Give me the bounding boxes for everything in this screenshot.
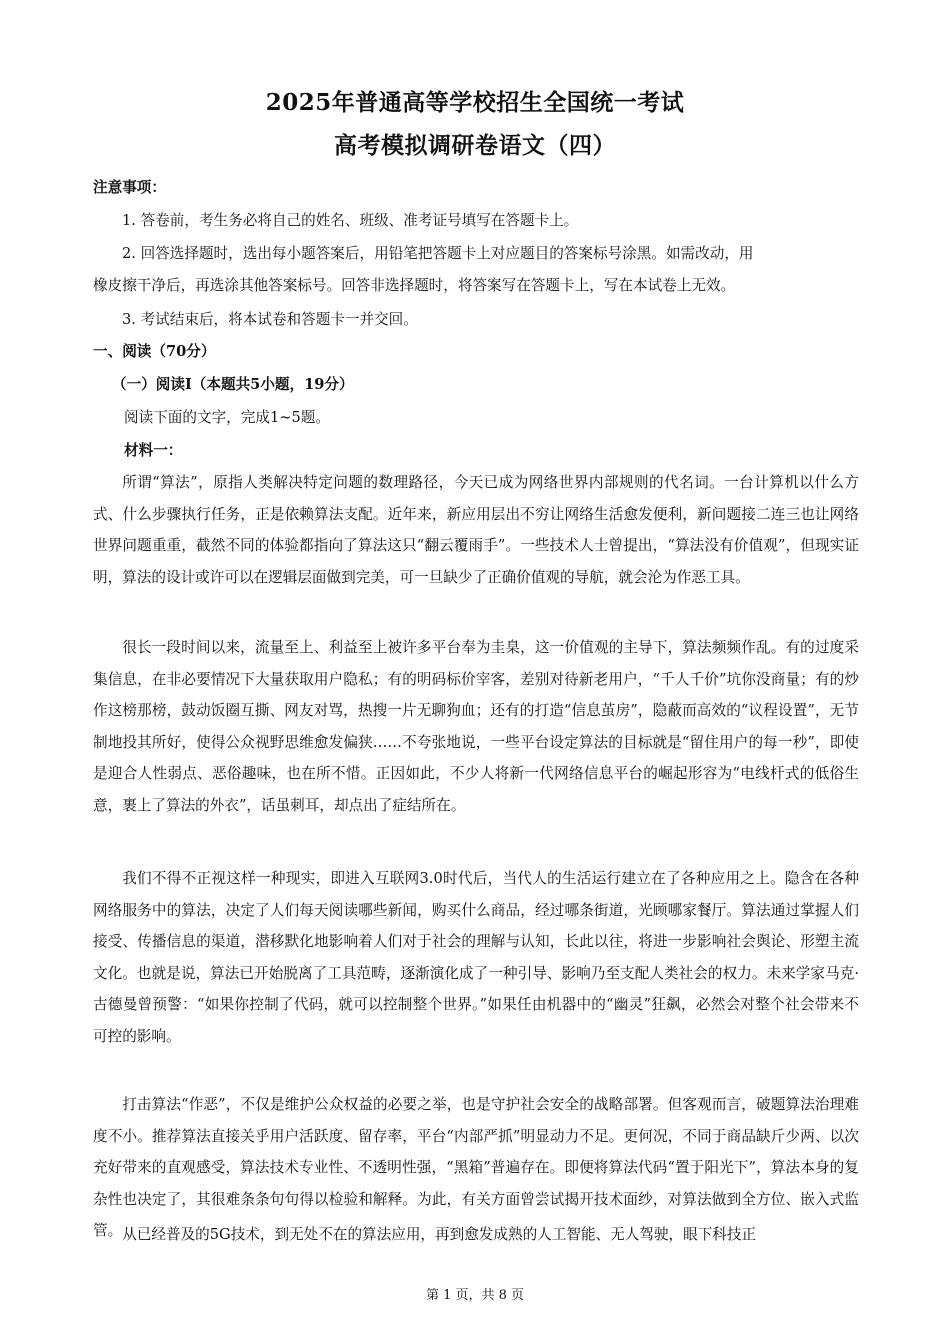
passage-paragraph-2: 很长一段时间以来，流量至上、利益至上被许多平台奉为圭臬，这一价值观的主导下，算法频频作乱。有的过度采集信息，在非必要情况下大量获取用户隐私；有的明码标价宰客，差别对待新老用户，“千人千价”坑你没商量；有的炒作这榜那榜，鼓动饭圈互撕、网友对骂，热搜一片无聊狗血；还有的打造“信息茧房”，隐蔽而高效的“议程设置”，无节制地投其所好，使得公众视野思维愈发偏狭……不夸张地说，一些平台设定算法的目标就是“留住用户的每一秒”，即使是迎合人性弱点、恶俗趣味，也在所不惜。正因如此，不少人将新一代网络信息平台的崛起形容为“电线杆式的低俗生意，裹上了算法的外衣”，话虽刺耳，却点出了症结所在。 <box>93 639 859 814</box>
notice-heading: 注意事项： <box>93 179 166 196</box>
passage-paragraph-4: 打击算法“作恶”，不仅是维护公众权益的必要之举，也是守护社会安全的战略部署。但客观而言，破题算法治理难度不小。推荐算法直接关乎用户活跃度、留存率，平台“内部严抓”明显动力不足。更何况，不同于商品缺斤少两、以次充好带来的直观感受，算法技术专业性、不透明性强，“黑箱”普遍存在。即便将算法代码“置于阳光下”，算法本身的复杂性也决定了，其很难条条句句得以检验和解释。为此，有关方面曾尝试揭开技术面纱，对算法做到全方位、嵌入式监管。 <box>93 1096 859 1239</box>
passage-paragraph-1: 所谓“算法”，原指人类解决特定问题的数理路径，今天已成为网络世界内部规则的代名词。一台计算机以什么方式、什么步骤执行任务，正是依赖算法支配。近年来，新应用层出不穷让网络生活愈发便利，新问题接二连三也让网络世界问题重重，截然不同的体验都指向了算法这只“翻云覆雨手”。一些技术人士曾提出，“算法没有价值观”，但现实证明，算法的设计或许可以在逻辑层面做到完美，可一旦缺少了正确价值观的导航，就会沦为作恶工具。 <box>93 474 859 586</box>
reading-instruction: 阅读下面的文字，完成1~5题。 <box>124 409 330 426</box>
page-number: 第 1 页，共 8 页 <box>425 1288 525 1303</box>
passage-paragraph-5: 从已经普及的5G技术，到无处不在的算法应用，再到愈发成熟的人工智能、无人驾驶，眼下科技正 <box>122 1226 757 1243</box>
exam-subtitle: 高考模拟调研卷语文（四） <box>334 132 616 159</box>
exam-title: 2025年普通高等学校招生全国统一考试 <box>265 89 685 116</box>
passage-paragraph-3: 我们不得不正视这样一种现实，即进入互联网3.0时代后，当代人的生活运行建立在了各种应用之上。隐含在各种网络服务中的算法，决定了人们每天阅读哪些新闻，购买什么商品，经过哪条街道，光顾哪家餐厅。算法通过掌握人们接受、传播信息的渠道，潜移默化地影响着人们对于社会的理解与认知，长此以往，将进一步影响社会舆论、形塑主流文化。也就是说，算法已开始脱离了工具范畴，逐渐演化成了一种引导、影响乃至支配人类社会的权力。未来学家马克·古德曼曾预警：“如果你控制了代码，就可以控制整个世界。”如果任由机器中的“幽灵”狂飙，必然会对整个社会带来不可控的影响。 <box>93 870 859 1045</box>
notice-item-2-line-2: 橡皮擦干净后，再选涂其他答案标号。回答非选择题时，将答案写在答题卡上，写在本试卷上无效。 <box>93 277 736 294</box>
section-subheading: （一）阅读Ⅰ（本题共5小题，19分） <box>112 376 354 393</box>
notice-item-3: 3. 考试结束后，将本试卷和答题卡一并交回。 <box>122 311 418 328</box>
section-heading: 一、阅读（70分） <box>93 343 216 360</box>
notice-item-1: 1. 答卷前，考生务必将自己的姓名、班级、准考证号填写在答题卡上。 <box>122 212 579 229</box>
notice-item-2-line-1: 2. 回答选择题时，选出每小题答案后，用铅笔把答题卡上对应题目的答案标号涂黑。如需改动，用 <box>122 245 754 262</box>
material-label: 材料一： <box>124 442 183 459</box>
